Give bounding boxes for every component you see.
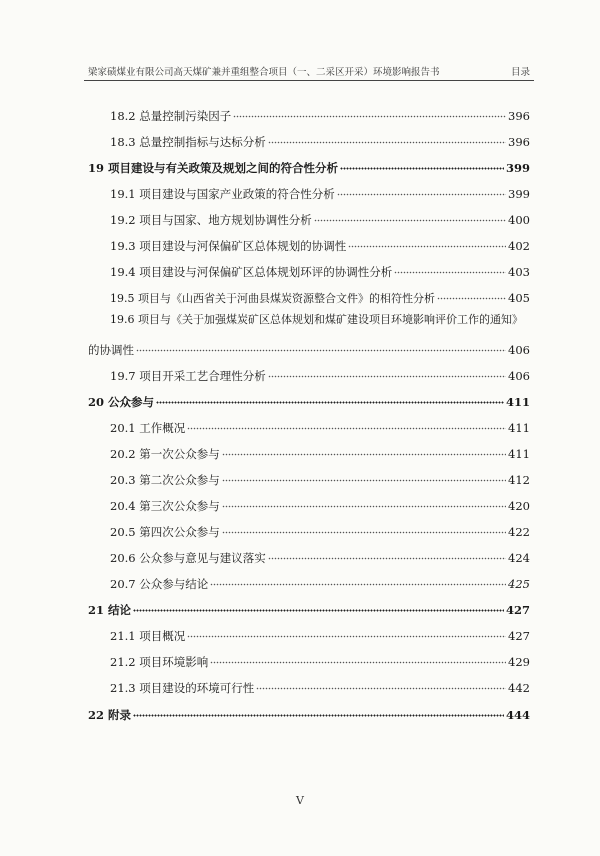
toc-entry-title: 19.1 项目建设与国家产业政策的符合性分析: [110, 187, 335, 201]
dot-leader: [394, 260, 506, 276]
toc-entry[interactable]: [110, 234, 530, 253]
header-title: 梁家碛煤业有限公司高天煤矿兼并重组整合项目（一、二采区开采）环境影响报告书: [88, 67, 440, 78]
toc-entry-page: 420: [508, 499, 530, 513]
header-rule: [84, 80, 534, 81]
toc-entry[interactable]: [110, 130, 530, 149]
dot-leader: [268, 546, 506, 562]
page-number: V: [296, 794, 304, 807]
toc-entry-page: 422: [508, 525, 530, 539]
dot-leader: [256, 676, 506, 692]
dot-leader: [340, 156, 504, 172]
dot-leader: [156, 390, 504, 406]
toc-entry-page: 425: [508, 577, 530, 591]
page-header: [88, 64, 530, 78]
toc-entry[interactable]: [110, 546, 530, 565]
toc-entry[interactable]: [88, 338, 530, 357]
dot-leader: [233, 104, 506, 120]
toc-entry-page: 402: [508, 239, 530, 253]
toc-entry-title: 20.7 公众参与结论: [110, 577, 209, 591]
toc-chapter-page: 444: [505, 708, 530, 722]
dot-leader: [133, 703, 504, 719]
toc-entry-title: 20.2 第一次公众参与: [110, 447, 220, 461]
toc-entry[interactable]: [110, 208, 530, 227]
dot-leader: [133, 598, 504, 614]
toc-entry-title: 20.1 工作概况: [110, 421, 186, 435]
toc-entry-page: 405: [508, 291, 530, 305]
toc-entry-title: 20.4 第三次公众参与: [110, 499, 220, 513]
toc-chapter[interactable]: [88, 598, 530, 617]
toc-entry-title: 20.5 第四次公众参与: [110, 525, 220, 539]
toc-entry-page: 396: [508, 135, 530, 149]
toc-chapter-page: 411: [505, 395, 530, 409]
toc-chapter-title: 20 公众参与: [88, 395, 155, 409]
toc-entry[interactable]: [110, 624, 530, 643]
toc-entry[interactable]: [110, 182, 530, 201]
dot-leader: [348, 234, 506, 250]
toc-entry-page: 412: [508, 473, 530, 487]
toc-entry[interactable]: [110, 286, 530, 305]
toc-entry[interactable]: [110, 520, 530, 539]
toc-entry-title: 19.5 项目与《山西省关于河曲县煤炭资源整合文件》的相符性分析: [110, 292, 435, 305]
toc-entry-title: 19.7 项目开采工艺合理性分析: [110, 369, 266, 383]
dot-leader: [222, 520, 506, 536]
toc-entry-title: 19.4 项目建设与河保偏矿区总体规划环评的协调性分析: [110, 265, 393, 279]
toc-entry-page: 406: [508, 343, 530, 357]
toc-entry-page: 403: [508, 265, 530, 279]
toc-entry-title: 20.3 第二次公众参与: [110, 473, 220, 487]
toc-entry-page: 442: [508, 681, 530, 695]
dot-leader: [222, 442, 506, 458]
toc-chapter[interactable]: [88, 703, 530, 722]
toc-entry-page: 424: [508, 551, 530, 565]
toc-entry-title: 21.2 项目环境影响: [110, 655, 209, 669]
toc-entry-page: 411: [508, 421, 530, 435]
toc-entry-title: 20.6 公众参与意见与建议落实: [110, 551, 266, 565]
toc-entry-page: 399: [508, 187, 530, 201]
toc-entry[interactable]: [110, 676, 530, 695]
dot-leader: [268, 130, 506, 146]
toc-chapter-page: 399: [505, 161, 530, 175]
toc-chapter-page: 427: [505, 603, 530, 617]
toc-entry[interactable]: [110, 364, 530, 383]
dot-leader: [210, 572, 506, 588]
dot-leader: [314, 208, 506, 224]
dot-leader: [210, 650, 506, 666]
dot-leader: [222, 494, 506, 510]
toc-chapter-title: 19 项目建设与有关政策及规划之间的符合性分析: [88, 161, 339, 175]
toc-entry-title: 18.3 总量控制指标与达标分析: [110, 135, 266, 149]
toc-entry[interactable]: [110, 650, 530, 669]
toc-entry-title: 18.2 总量控制污染因子: [110, 109, 232, 123]
dot-leader: [222, 468, 506, 484]
toc-chapter[interactable]: [88, 156, 530, 175]
toc-chapter-title: 22 附录: [88, 708, 132, 722]
toc-entry-page: 427: [508, 629, 530, 643]
toc-entry[interactable]: [110, 104, 530, 123]
toc-entry-title: 19.2 项目与国家、地方规划协调性分析: [110, 213, 312, 227]
toc-entry[interactable]: [110, 442, 530, 461]
toc-entry-page: 429: [508, 655, 530, 669]
header-section: 目录: [510, 67, 530, 78]
toc-entry-title: 19.3 项目建设与河保偏矿区总体规划的协调性: [110, 239, 347, 253]
toc-chapter[interactable]: [88, 390, 530, 409]
toc-entry[interactable]: [110, 260, 530, 279]
toc-entry[interactable]: [110, 468, 530, 487]
toc-entry[interactable]: [110, 572, 530, 591]
dot-leader: [337, 182, 506, 198]
toc-entry-page: 406: [508, 369, 530, 383]
toc-entry-page: 400: [508, 213, 530, 227]
toc-entry-page: 411: [508, 447, 530, 461]
toc-entry-page: 396: [508, 109, 530, 123]
toc-entry-title: 的协调性: [88, 343, 134, 357]
dot-leader: [437, 286, 506, 302]
toc-chapter-title: 21 结论: [88, 603, 132, 617]
dot-leader: [187, 624, 506, 640]
toc-entry-title-line1[interactable]: 19.6 项目与《关于加强煤炭矿区总体规划和煤矿建设项目环境影响评价工作的通知》: [110, 313, 523, 326]
toc-entry-title: 21.3 项目建设的环境可行性: [110, 681, 255, 695]
toc-entry[interactable]: [110, 494, 530, 513]
toc-entry[interactable]: [110, 416, 530, 435]
toc-entry-title: 21.1 项目概况: [110, 629, 186, 643]
dot-leader: [187, 416, 506, 432]
dot-leader: [268, 364, 506, 380]
dot-leader: [136, 338, 506, 354]
